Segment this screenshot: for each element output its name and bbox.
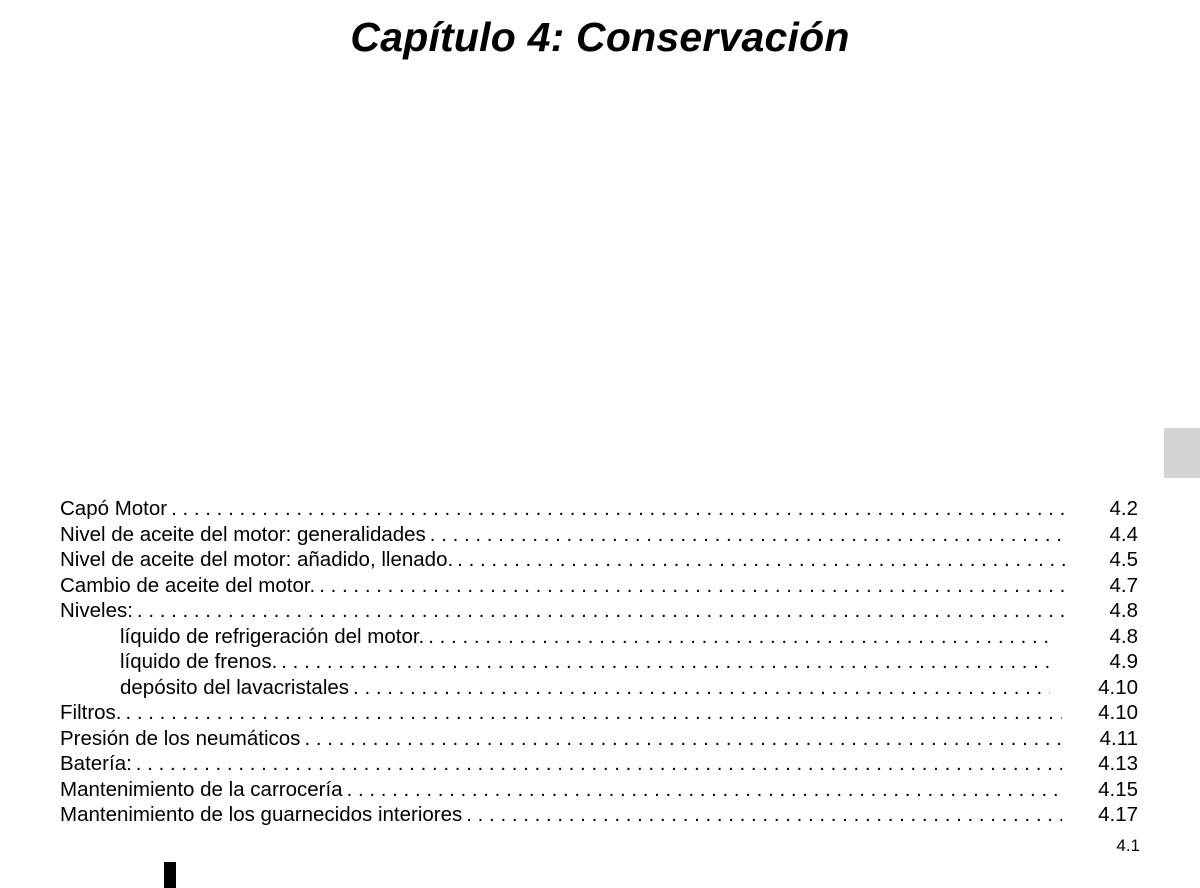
toc-entry-page: 4.11 (1099, 726, 1138, 750)
toc-entry[interactable] (60, 547, 1138, 573)
toc-entry[interactable] (60, 726, 1138, 752)
toc-entry-label: Capó Motor (60, 497, 168, 520)
toc-dot-leader (457, 547, 1066, 573)
toc-dot-leader (430, 522, 1066, 548)
toc-dot-leader (281, 649, 1054, 675)
toc-entry[interactable] (60, 700, 1138, 726)
toc-dot-leader (137, 598, 1066, 624)
toc-entry[interactable] (60, 777, 1138, 803)
toc-entry-page: 4.5 (1109, 548, 1138, 571)
chapter-title: Capítulo 4: Conservación (350, 14, 850, 60)
toc-subentry-label: depósito del lavacristales (120, 675, 350, 699)
toc-entry-label: Presión de los neumáticos (60, 726, 301, 750)
toc-entry[interactable] (60, 573, 1138, 599)
toc-subentry-label: líquido de refrigeración del motor. (120, 624, 425, 648)
toc-entry-label: Filtros. (60, 701, 122, 724)
toc-subentry[interactable] (60, 649, 1138, 675)
toc-entry-label: Mantenimiento de los guarnecidos interiores (60, 803, 463, 826)
toc-entry-page: 4.10 (1098, 701, 1138, 724)
toc-entry-page: 4.4 (1109, 522, 1138, 546)
page-number: 4.1 (1116, 836, 1140, 855)
toc-dot-leader (347, 777, 1063, 803)
chapter-side-tab (1164, 428, 1200, 478)
toc-entry[interactable] (60, 522, 1138, 548)
toc-subentry-label: líquido de frenos. (120, 650, 278, 673)
toc-dot-leader (353, 675, 1050, 701)
toc-dot-leader (466, 802, 1062, 828)
toc-entry[interactable] (60, 496, 1138, 522)
toc-entry-page: 4.15 (1098, 777, 1138, 801)
margin-change-bar (164, 862, 176, 888)
toc-entry-label: Batería: (60, 752, 132, 775)
toc-entry[interactable] (60, 598, 1138, 624)
toc-entry-label: Cambio de aceite del motor. (60, 573, 316, 597)
toc-entry-label: Mantenimiento de la carrocería (60, 777, 343, 801)
toc-entry-label: Niveles: (60, 599, 133, 622)
toc-entry[interactable] (60, 802, 1138, 828)
toc-entry[interactable] (60, 751, 1138, 777)
toc-subentry[interactable] (60, 675, 1138, 701)
toc-entry-page: 4.17 (1098, 803, 1138, 826)
toc-entry-page: 4.2 (1109, 497, 1138, 520)
toc-dot-leader (304, 726, 1063, 752)
toc-entry-label: Nivel de aceite del motor: añadido, llenado. (60, 548, 454, 571)
toc-dot-leader (428, 624, 1054, 650)
toc-dot-leader (136, 751, 1062, 777)
toc-entry-page: 4.7 (1109, 573, 1138, 597)
table-of-contents (60, 496, 1138, 828)
toc-entry-page: 4.13 (1098, 752, 1138, 775)
toc-subentry-page: 4.9 (1109, 650, 1138, 673)
toc-dot-leader (171, 496, 1066, 522)
toc-subentry-page: 4.10 (1098, 675, 1138, 699)
toc-entry-page: 4.8 (1109, 599, 1138, 622)
toc-dot-leader (319, 573, 1066, 599)
toc-subentry[interactable] (60, 624, 1138, 650)
toc-dot-leader (126, 700, 1063, 726)
toc-subentry-page: 4.8 (1109, 624, 1138, 648)
toc-entry-label: Nivel de aceite del motor: generalidades (60, 522, 426, 546)
